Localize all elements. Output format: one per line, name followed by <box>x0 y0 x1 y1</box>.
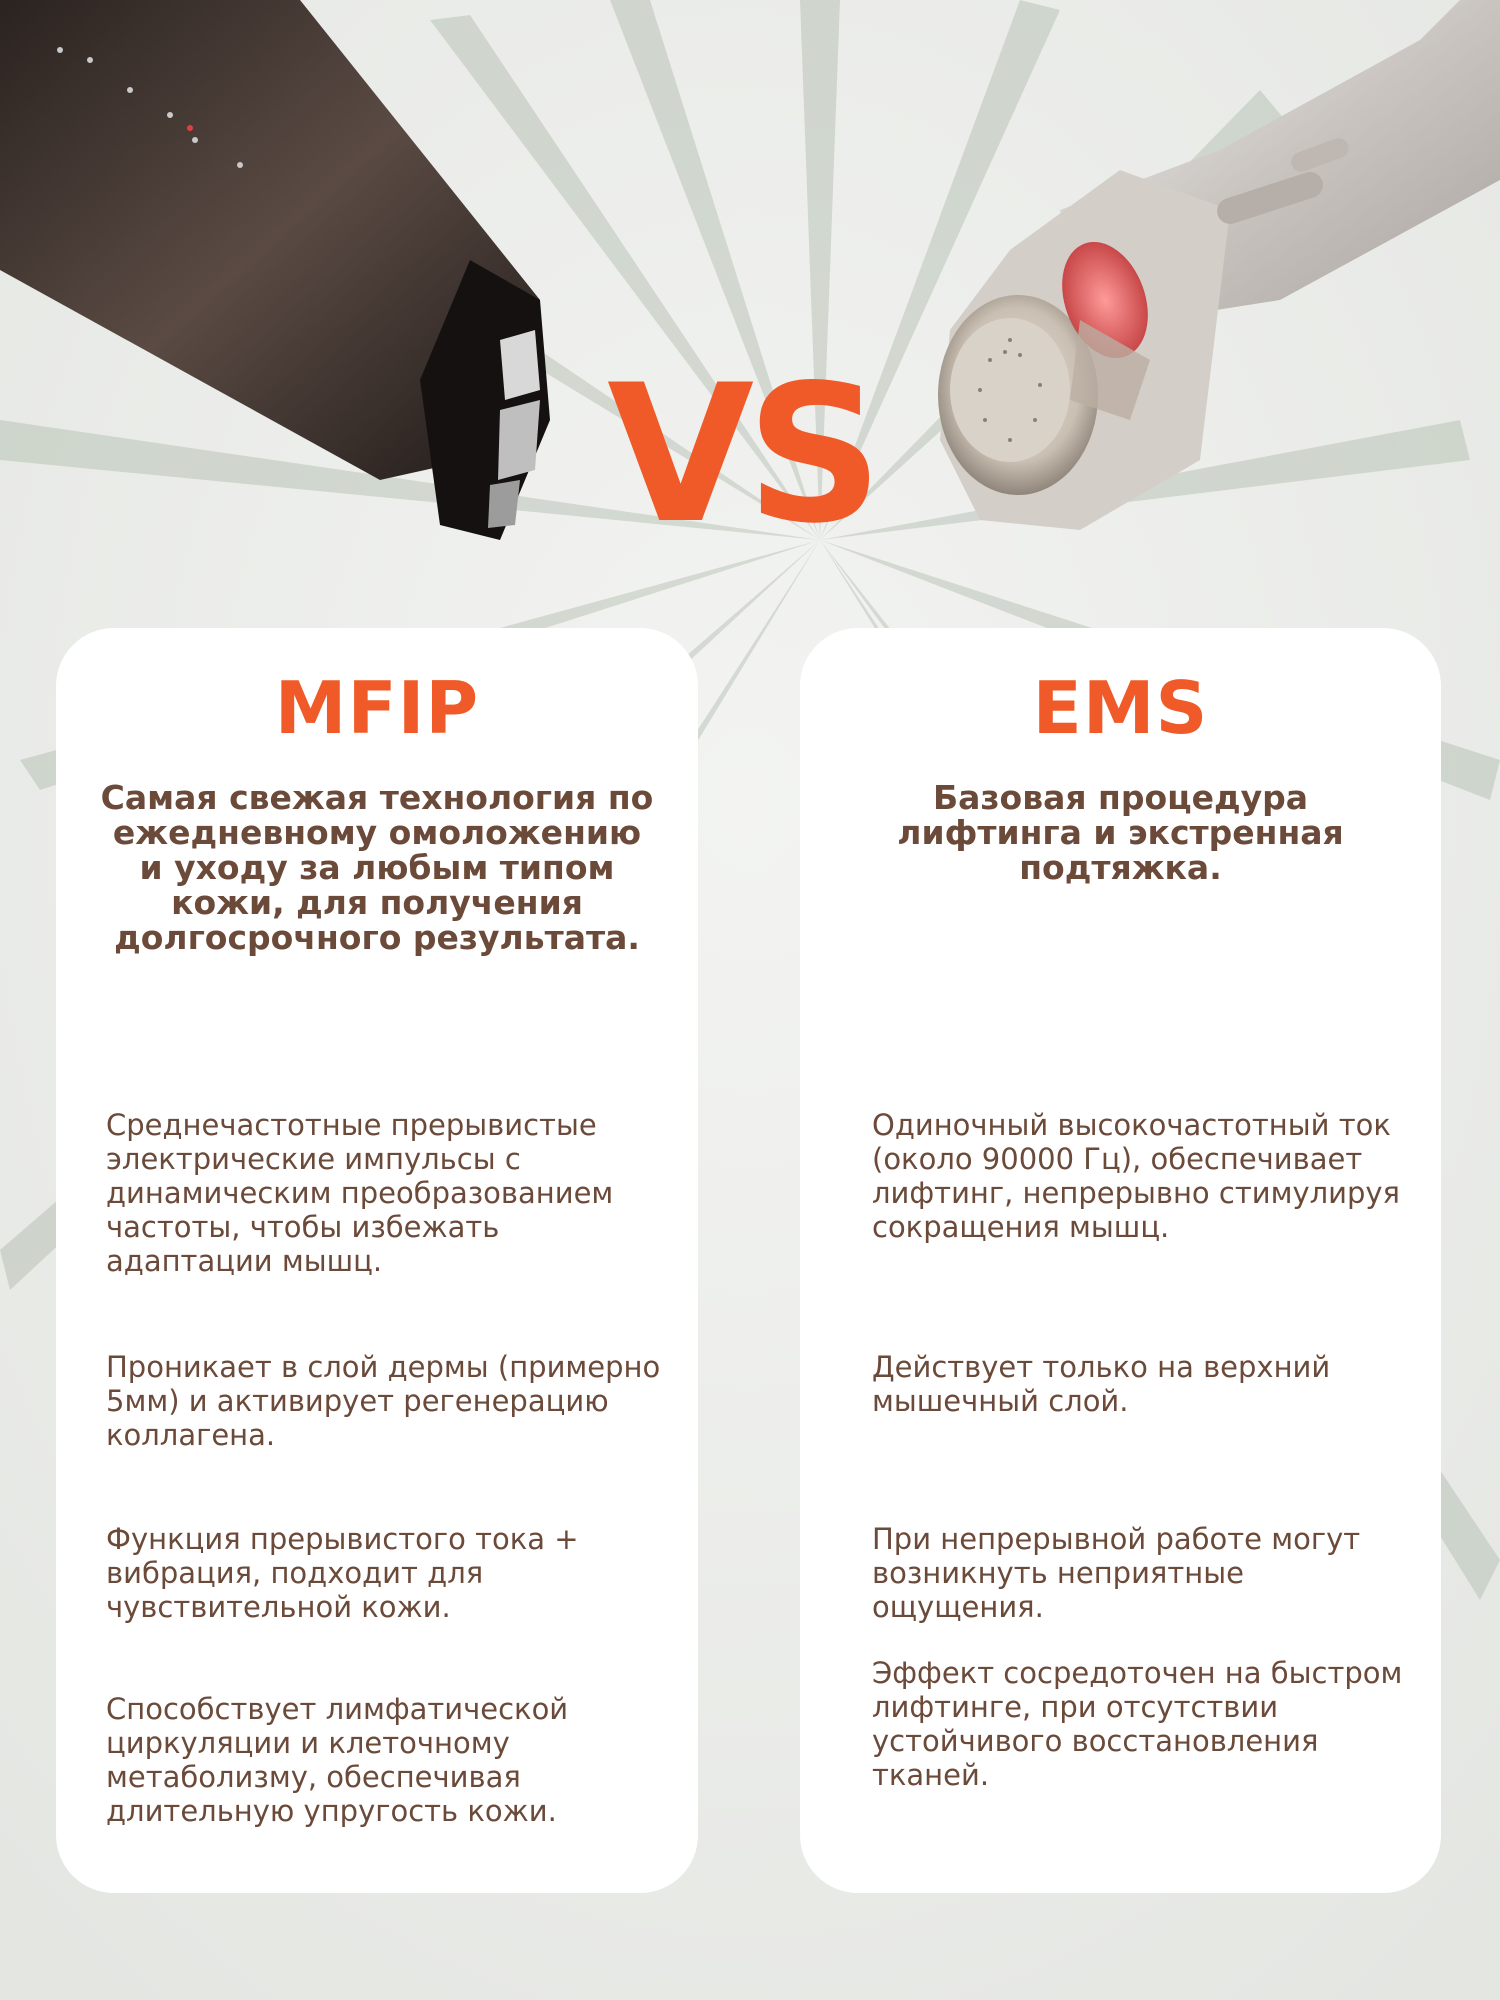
mfip-paragraph: Функция прерывистого тока + вибрация, подходит для чувствительной кожи. <box>106 1522 579 1624</box>
ems-paragraph: Одиночный высокочастотный ток (около 90000 Гц), обеспечивает лифтинг, непрерывно стимулируя сокращения мышц. <box>872 1108 1401 1244</box>
ems-device-image <box>938 0 1500 530</box>
mfip-lead: Самая свежая технология по ежедневному омоложению и уходу за любым типом кожи, для получения долгосрочного результата. <box>100 778 654 957</box>
mfip-card <box>56 628 698 1893</box>
ems-lead: Базовая процедура лифтинга и экстренная подтяжка. <box>897 778 1344 887</box>
ems-paragraph: Действует только на верхний мышечный слой. <box>872 1350 1331 1418</box>
ems-paragraph: Эффект сосредоточен на быстром лифтинге, при отсутствии устойчивого восстановления тканей. <box>872 1656 1403 1792</box>
ems-card <box>800 628 1441 1893</box>
ems-paragraph: При непрерывной работе могут возникнуть неприятные ощущения. <box>872 1522 1361 1624</box>
vs-label: VS <box>607 344 875 565</box>
mfip-title: MFIP <box>274 666 480 750</box>
ems-title: EMS <box>1032 666 1209 750</box>
mfip-paragraph: Среднечастотные прерывистые электрические импульсы с динамическим преобразованием частоты, чтобы избежать адаптации мышц. <box>106 1108 614 1278</box>
mfip-paragraph: Проникает в слой дермы (примерно 5мм) и активирует регенерацию коллагена. <box>106 1350 661 1452</box>
mfip-paragraph: Способствует лимфатической циркуляции и клеточному метаболизму, обеспечивая длительную упругость кожи. <box>106 1692 569 1828</box>
mfip-device-image <box>0 0 550 540</box>
